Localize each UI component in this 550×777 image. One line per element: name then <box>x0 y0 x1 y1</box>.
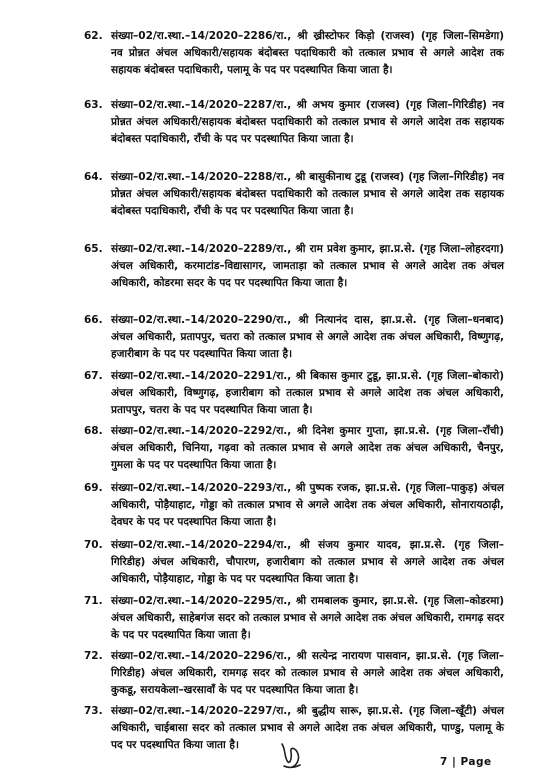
entry-62 <box>84 28 504 79</box>
entry-text: संख्या–02/रा.स्था.–14/2020–2293/रा., श्री पुष्पक रजक, झा.प्र.से. (गृह जिला–पाकुड़) अंचल अधिकारी, पोड़ैयाहाट, गोड्डा को तत्काल प्रभाव से अगले आदेश तक अंचल अधिकारी, सोनारायठाढ़ी, देवघर के पद पर पदस्थापित किया जाता है। <box>111 482 504 528</box>
entry-64 <box>84 169 504 220</box>
entry-text: संख्या–02/रा.स्था.–14/2020–2296/रा., श्री सत्येन्द्र नारायण पासवान, झा.प्र.से. (गृह जिला–गिरिडीह) अंचल अधिकारी, रामगढ़ सदर को तत्काल प्रभाव से अगले आदेश तक अंचल अधिकारी, कुकडू, सरायकेला–खरसावाँ के पद पर पदस्थापित किया जाता है। <box>111 650 504 696</box>
entry-72 <box>84 648 504 699</box>
entry-65 <box>84 241 504 292</box>
entry-71 <box>84 593 504 644</box>
entry-text: संख्या–02/रा.स्था.–14/2020–2295/रा., श्री रामबालक कुमार, झा.प्र.से. (गृह जिला–कोडरमा) अंचल अधिकारी, साहेबगंज सदर को तत्काल प्रभाव से अगले आदेश तक अंचल अधिकारी, रामगढ़ सदर के पद पर पदस्थापित किया जाता है। <box>111 595 504 641</box>
entry-text: संख्या–02/रा.स्था.–14/2020–2290/रा., श्री नित्यानंद दास, झा.प्र.से. (गृह जिला–धनबाद) अंचल अधिकारी, प्रतापपुर, चतरा को तत्काल प्रभाव से अगले आदेश तक अंचल अधिकारी, विष्णुगढ़, हजारीबाग के पद पर पदस्थापित किया जाता है। <box>111 314 504 360</box>
entry-number: 64. <box>84 171 103 183</box>
entry-text: संख्या–02/रा.स्था.–14/2020–2288/रा., श्री बासुकीनाथ टुडू (राजस्व) (गृह जिला–गिरिडीह) नव प्रोन्नत अंचल अधिकारी/सहायक बंदोबस्त पदाधिकारी को तत्काल प्रभाव से अगले आदेश तक सहायक बंदोबस्त पदाधिकारी, राँची के पद पर पदस्थापित किया जाता है। <box>111 171 504 217</box>
entry-68 <box>84 423 504 474</box>
entry-number: 63. <box>84 99 103 111</box>
entry-number: 71. <box>84 595 103 607</box>
entry-70 <box>84 537 504 588</box>
entry-text: संख्या–02/रा.स्था.–14/2020–2292/रा., श्री दिनेश कुमार गुप्ता, झा.प्र.से. (गृह जिला–राँची) अंचल अधिकारी, चिनिया, गढ़वा को तत्काल प्रभाव से अगले आदेश तक अंचल अधिकारी, चैनपुर, गुमला के पद पर पदस्थापित किया जाता है। <box>111 425 504 471</box>
entry-number: 73. <box>84 705 103 717</box>
entry-63 <box>84 97 504 148</box>
entry-69 <box>84 480 504 531</box>
entry-text: संख्या–02/रा.स्था.–14/2020–2291/रा., श्री बिकास कुमार टुडू, झा.प्र.से. (गृह जिला–बोकारो) अंचल अधिकारी, विष्णुगढ़, हजारीबाग को तत्काल प्रभाव से अगले आदेश तक अंचल अधिकारी, प्रतापपुर, चतरा के पद पर पदस्थापित किया जाता है। <box>111 370 504 416</box>
signature-mark <box>278 740 304 770</box>
page-number: 7 | Page <box>440 756 492 768</box>
entry-text: संख्या–02/रा.स्था.–14/2020–2286/रा., श्री ख्रीस्टोफर किड़ो (राजस्व) (गृह जिला–सिमडेगा) नव प्रोन्नत अंचल अधिकारी/सहायक बंदोबस्त पदाधिकारी को तत्काल प्रभाव से अगले आदेश तक सहायक बंदोबस्त पदाधिकारी, पलामू के पद पर पदस्थापित किया जाता है। <box>111 30 504 76</box>
entry-67 <box>84 368 504 419</box>
entry-number: 65. <box>84 243 103 255</box>
entry-text: संख्या–02/रा.स्था.–14/2020–2294/रा., श्री संजय कुमार यादव, झा.प्र.से. (गृह जिला–गिरिडीह) अंचल अधिकारी, चौपारण, हजारीबाग को तत्काल प्रभाव से अगले आदेश तक अंचल अधिकारी, पोड़ैयाहाट, गोड्डा के पद पर पदस्थापित किया जाता है। <box>111 539 504 585</box>
entry-number: 66. <box>84 314 103 326</box>
entry-number: 67. <box>84 370 103 382</box>
entry-text: संख्या–02/रा.स्था.–14/2020–2287/रा., श्री अभय कुमार (राजस्व) (गृह जिला–गिरिडीह) नव प्रोन्नत अंचल अधिकारी/सहायक बंदोबस्त पदाधिकारी को तत्काल प्रभाव से अगले आदेश तक सहायक बंदोबस्त पदाधिकारी, राँची के पद पर पदस्थापित किया जाता है। <box>111 99 504 145</box>
entry-number: 70. <box>84 539 103 551</box>
entry-text: संख्या–02/रा.स्था.–14/2020–2289/रा., श्री राम प्रवेश कुमार, झा.प्र.से. (गृह जिला–लोहरदगा) अंचल अधिकारी, करमाटांड–विद्यासागर, जामताड़ा को तत्काल प्रभाव से अगले आदेश तक अंचल अधिकारी, कोडरमा सदर के पद पर पदस्थापित किया जाता है। <box>111 243 504 289</box>
entry-number: 69. <box>84 482 103 494</box>
entry-number: 62. <box>84 30 103 42</box>
entry-text: संख्या–02/रा.स्था.–14/2020–2297/रा., श्री बुद्धीय सारू, झा.प्र.से. (गृह जिला–खूँटी) अंचल अधिकारी, चाईबासा सदर को तत्काल प्रभाव से अगले आदेश तक अंचल अधिकारी, पाण्डु, पलामू के पद पर पदस्थापित किया जाता है। <box>111 705 504 751</box>
entry-number: 68. <box>84 425 103 437</box>
entry-number: 72. <box>84 650 103 662</box>
entry-66 <box>84 312 504 363</box>
